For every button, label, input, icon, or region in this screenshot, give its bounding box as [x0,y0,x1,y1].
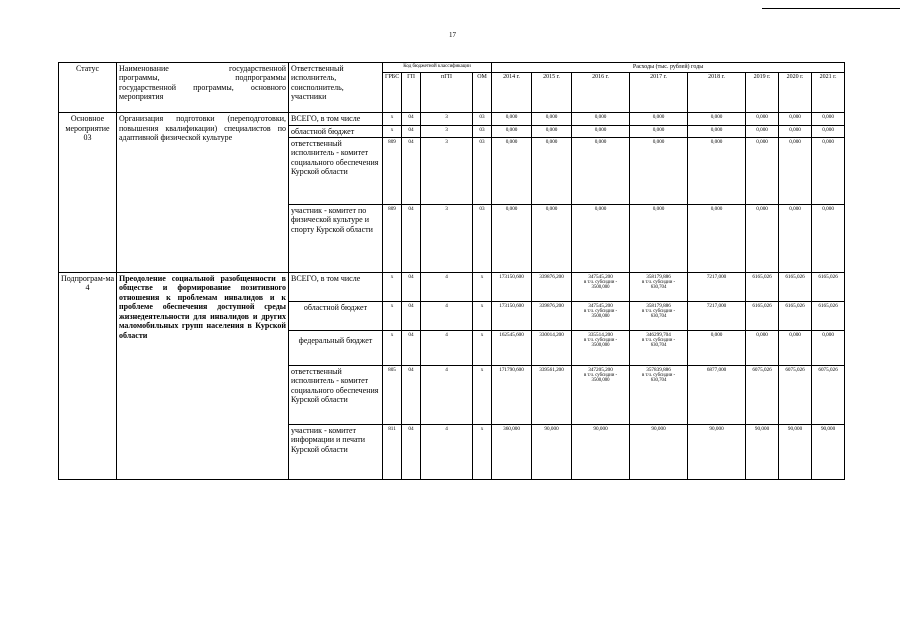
value-cell: 6165,026 [779,272,812,301]
section-status: Подпрограм-ма 4 [59,272,117,479]
code-cell: 4 [421,301,473,330]
value-cell: 0,000 [492,113,532,125]
value-cell [630,365,688,424]
executor-cell: ВСЕГО, в том числе [289,272,383,301]
value-cell: 90,000 [688,424,746,479]
value-cell: 0,000 [812,330,845,365]
value-cell: 0,000 [532,113,572,125]
status-header: Статус [59,63,117,113]
code-cell: x [383,330,402,365]
code-cell: 04 [402,125,421,137]
value-line: 358179,886 [646,302,671,309]
code-cell: x [473,301,492,330]
code-cell: 4 [421,365,473,424]
budget-table [58,62,845,480]
code-cell: 4 [421,424,473,479]
value-line: 357839,886 [646,366,671,373]
value-cell [630,272,688,301]
value-cell: 90,000 [532,424,572,479]
section-name: Преодоление социальной разобщенности в обществе и формирование позитивного отношения к проблемам инвалидов и к проблеме обеспечения доступной среды жизнедеятельности для инвалидов и других маломобильных групп населения в Курской области [117,272,289,479]
code-cell: 04 [402,330,421,365]
value-line: в т.ч. субсидии - [641,280,676,286]
value-cell: 0,000 [688,137,746,204]
code-cell: x [473,424,492,479]
value-cell: 360,000 [492,424,532,479]
value-cell: 162545,600 [492,330,532,365]
value-line: 3500,000 [591,343,610,349]
value-cell: 0,000 [492,204,532,272]
value-cell: 6165,026 [746,301,779,330]
executor-header-line: Ответственный [291,64,344,73]
year-header-0: 2014 г. [492,73,532,113]
value-cell: 0,000 [779,330,812,365]
code-cell: 04 [402,272,421,301]
code-cell: 04 [402,424,421,479]
code-cell: 3 [421,113,473,125]
value-cell [630,330,688,365]
value-cell: 0,000 [779,113,812,125]
code-cell: x [383,301,402,330]
name-header [117,63,289,113]
value-cell [572,272,630,301]
value-cell: 0,000 [746,125,779,137]
year-header-3: 2017 г. [630,73,688,113]
value-cell: 7217,000 [688,272,746,301]
code-cell: 3 [421,125,473,137]
executor-cell: участник - комитет по физической культуре и спорту Курской области [289,204,383,272]
year-header-7: 2021 г. [812,73,845,113]
value-cell: 0,000 [630,204,688,272]
code-cell: 805 [383,365,402,424]
value-cell: 90,000 [812,424,845,479]
value-line: 630,704 [650,343,667,349]
value-line: 3500,000 [591,314,610,320]
code-header-2: пГП [421,73,473,113]
value-cell: 0,000 [630,137,688,204]
value-cell: 0,000 [746,113,779,125]
value-cell: 173150,600 [492,272,532,301]
executor-header-line: участники [291,92,327,102]
executor-cell: ВСЕГО, в том числе [289,113,383,125]
value-cell: 0,000 [572,125,630,137]
executor-cell: ответственный исполнитель - комитет социального обеспечения Курской области [289,137,383,204]
value-cell: 0,000 [492,137,532,204]
value-cell: 7217,000 [688,301,746,330]
value-cell: 0,000 [812,125,845,137]
value-cell: 0,000 [812,137,845,204]
value-cell: 6165,026 [812,301,845,330]
section-name: Организация подготовки (переподготовки, повышения квалификации) специалистов по адаптивной физической культуре [117,113,289,273]
code-cell: 04 [402,137,421,204]
value-line: 335514,200 [588,331,613,338]
value-cell: 6877,000 [688,365,746,424]
table-row [59,272,845,301]
executor-header-line: соисполнитель, [291,82,344,92]
value-cell: 6075,026 [779,365,812,424]
value-cell [572,301,630,330]
value-line: 630,704 [650,314,667,320]
value-cell: 6165,026 [779,301,812,330]
year-header-4: 2018 г. [688,73,746,113]
value-line: 358179,886 [646,273,671,280]
code-cell: x [383,113,402,125]
value-cell: 0,000 [779,125,812,137]
code-cell: 03 [473,204,492,272]
value-line: 347205,200 [588,366,613,373]
section-status: Основное мероприятие 03 [59,113,117,273]
value-line: в т.ч. субсидии - [641,309,676,315]
code-cell: 04 [402,365,421,424]
executor-cell: областной бюджет [289,301,383,330]
code-cell: 809 [383,204,402,272]
code-group-header: Код бюджетной классификации [383,63,492,73]
code-cell: x [473,272,492,301]
value-cell: 90,000 [746,424,779,479]
code-cell: 4 [421,272,473,301]
value-cell: 0,000 [812,113,845,125]
value-cell: 339876,200 [532,272,572,301]
code-cell: 811 [383,424,402,479]
code-cell: 3 [421,204,473,272]
executor-cell: областной бюджет [289,125,383,137]
executor-cell: участник - комитет информации и печати Курской области [289,424,383,479]
value-cell [572,330,630,365]
value-cell: 0,000 [572,204,630,272]
value-cell: 330014,200 [532,330,572,365]
code-cell: x [473,330,492,365]
name-header-line: программы, подпрограммы [119,73,286,83]
expenses-group-header: Расходы (тыс. рублей) годы [492,63,845,73]
code-cell: 809 [383,137,402,204]
value-line: в т.ч. субсидии - [641,338,676,344]
value-line: в т.ч. субсидии - [583,338,618,344]
value-cell: 0,000 [532,137,572,204]
value-line: 630,704 [650,285,667,291]
value-cell: 171790,600 [492,365,532,424]
value-line: 3500,000 [591,378,610,384]
value-cell: 0,000 [746,204,779,272]
top-rule [762,8,900,9]
code-cell: 04 [402,113,421,125]
code-cell: 4 [421,330,473,365]
value-line: 3500,000 [591,285,610,291]
value-cell: 6075,026 [746,365,779,424]
value-line: 347545,200 [588,302,613,309]
name-header-line: Наименование государственной [119,64,286,73]
code-header-3: ОМ [473,73,492,113]
code-header-0: ГРБС [383,73,402,113]
code-cell: x [473,365,492,424]
code-cell: x [383,125,402,137]
code-cell: 04 [402,301,421,330]
value-cell: 6165,026 [812,272,845,301]
value-cell: 0,000 [779,204,812,272]
year-header-6: 2020 г. [779,73,812,113]
value-cell: 90,000 [572,424,630,479]
value-cell: 0,000 [532,125,572,137]
value-line: в т.ч. субсидии - [583,309,618,315]
value-cell: 0,000 [812,204,845,272]
name-header-line: государственной программы, основного [119,82,286,92]
code-cell: 3 [421,137,473,204]
executor-header-line: исполнитель, [291,73,337,83]
executor-cell: федеральный бюджет [289,330,383,365]
code-header-1: ГП [402,73,421,113]
value-cell: 6165,026 [746,272,779,301]
code-cell: 03 [473,137,492,204]
value-cell: 90,000 [630,424,688,479]
value-cell: 0,000 [572,137,630,204]
value-cell: 0,000 [746,330,779,365]
year-header-5: 2019 г. [746,73,779,113]
value-line: 346299,704 [646,331,671,338]
value-cell: 90,000 [779,424,812,479]
value-cell: 0,000 [688,330,746,365]
code-cell: 03 [473,125,492,137]
code-cell: 04 [402,204,421,272]
value-line: в т.ч. субсидии - [583,373,618,379]
name-header-line: мероприятия [119,92,164,102]
table-row [59,113,845,125]
code-cell: x [383,272,402,301]
value-cell: 0,000 [532,204,572,272]
value-cell: 0,000 [492,125,532,137]
value-cell [572,365,630,424]
value-cell: 339876,200 [532,301,572,330]
executor-cell: ответственный исполнитель - комитет социального обеспечения Курской области [289,365,383,424]
value-cell: 0,000 [688,204,746,272]
value-cell: 0,000 [779,137,812,204]
year-header-2: 2016 г. [572,73,630,113]
value-cell: 6075,026 [812,365,845,424]
value-cell: 0,000 [688,125,746,137]
value-line: в т.ч. субсидии - [641,373,676,379]
value-cell: 0,000 [630,113,688,125]
value-cell: 0,000 [572,113,630,125]
year-header-1: 2015 г. [532,73,572,113]
value-cell: 0,000 [688,113,746,125]
executor-header [289,63,383,113]
value-cell: 173150,600 [492,301,532,330]
value-line: 630,704 [650,378,667,384]
value-line: 347545,200 [588,273,613,280]
header-row-top [59,63,845,73]
page-number: 17 [449,31,456,39]
value-cell [630,301,688,330]
value-cell: 339561,200 [532,365,572,424]
code-cell: 03 [473,113,492,125]
value-line: в т.ч. субсидии - [583,280,618,286]
value-cell: 0,000 [746,137,779,204]
value-cell: 0,000 [630,125,688,137]
